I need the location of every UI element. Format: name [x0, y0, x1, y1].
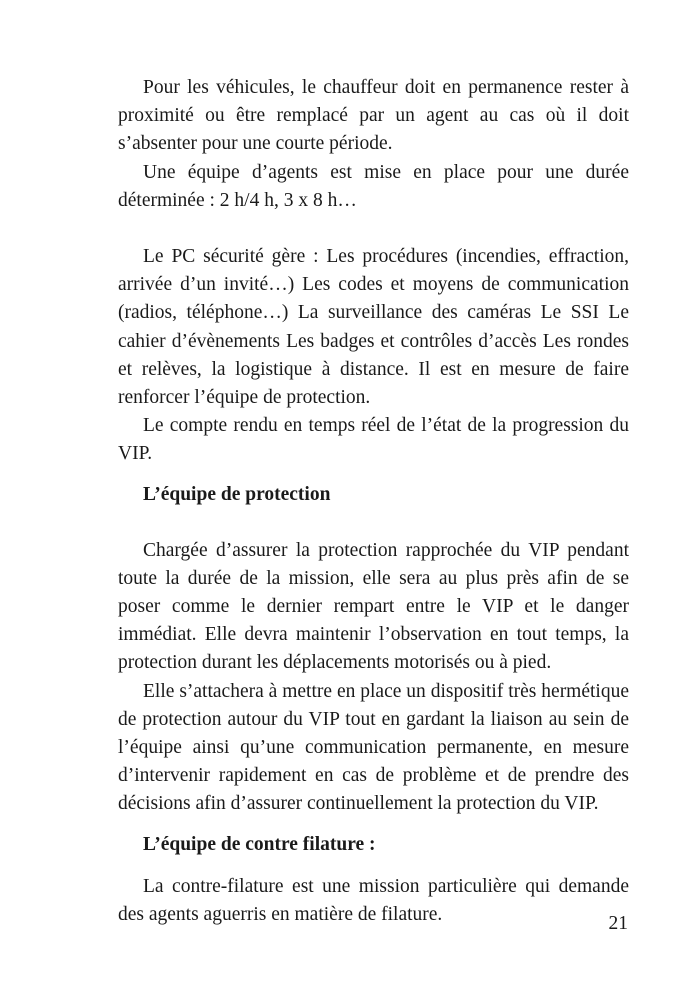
paragraph-vehicles: Pour les véhicules, le chauffeur doit en permanence rester à proximité ou être remplacé par un agent au cas où il doit s’absenter pour une courte période. — [118, 77, 629, 155]
page-body — [118, 74, 629, 929]
paragraph-compte-rendu: Le compte rendu en temps réel de l’état de la progression du VIP. — [118, 415, 629, 465]
paragraph-counter-surveillance: La contre-filature est une mission particulière qui demande des agents aguerris en matière de filature. — [118, 875, 629, 925]
paragraph-protection-mission: Chargée d’assurer la protection rapprochée du VIP pendant toute la durée de la mission, elle sera au plus près afin de se poser comme le dernier rempart entre le VIP et le danger immédiat. Elle devra maintenir l’observation en tout temps, la protection durant les déplacements motorisés ou à pied. — [118, 539, 629, 674]
spacer — [118, 469, 629, 481]
spacer — [118, 215, 629, 243]
spacer — [118, 819, 629, 831]
paragraph-protection-device: Elle s’attachera à mettre en place un dispositif très hermétique de protection autour du VIP tout en gardant la liaison au sein de l’équipe ainsi qu’une communication permanente, en mesure d’intervenir rapidement en cas de problème et de prendre des décisions afin d’assurer continuellement la protection du VIP. — [118, 680, 629, 815]
paragraph-pc-securite: Le PC sécurité gère : Les procédures (incendies, effraction, arrivée d’un invité…) Les codes et moyens de communication (radios, téléphone…) La surveillance des caméras Le SSI Le cahier d’évènements Les badges et contrôles d’accès Les rondes et relèves, la logistique à distance. Il est en mesure de faire renforcer l’équipe de protection. — [118, 246, 629, 409]
heading-counter-surveillance-team: L’équipe de contre filature : — [143, 833, 376, 855]
page-number: 21 — [608, 913, 628, 934]
paragraph-agent-team: Une équipe d’agents est mise en place pour une durée déterminée : 2 h/4 h, 3 x 8 h… — [118, 161, 629, 211]
spacer — [118, 509, 629, 537]
heading-protection-team: L’équipe de protection — [143, 483, 331, 505]
spacer — [118, 859, 629, 873]
